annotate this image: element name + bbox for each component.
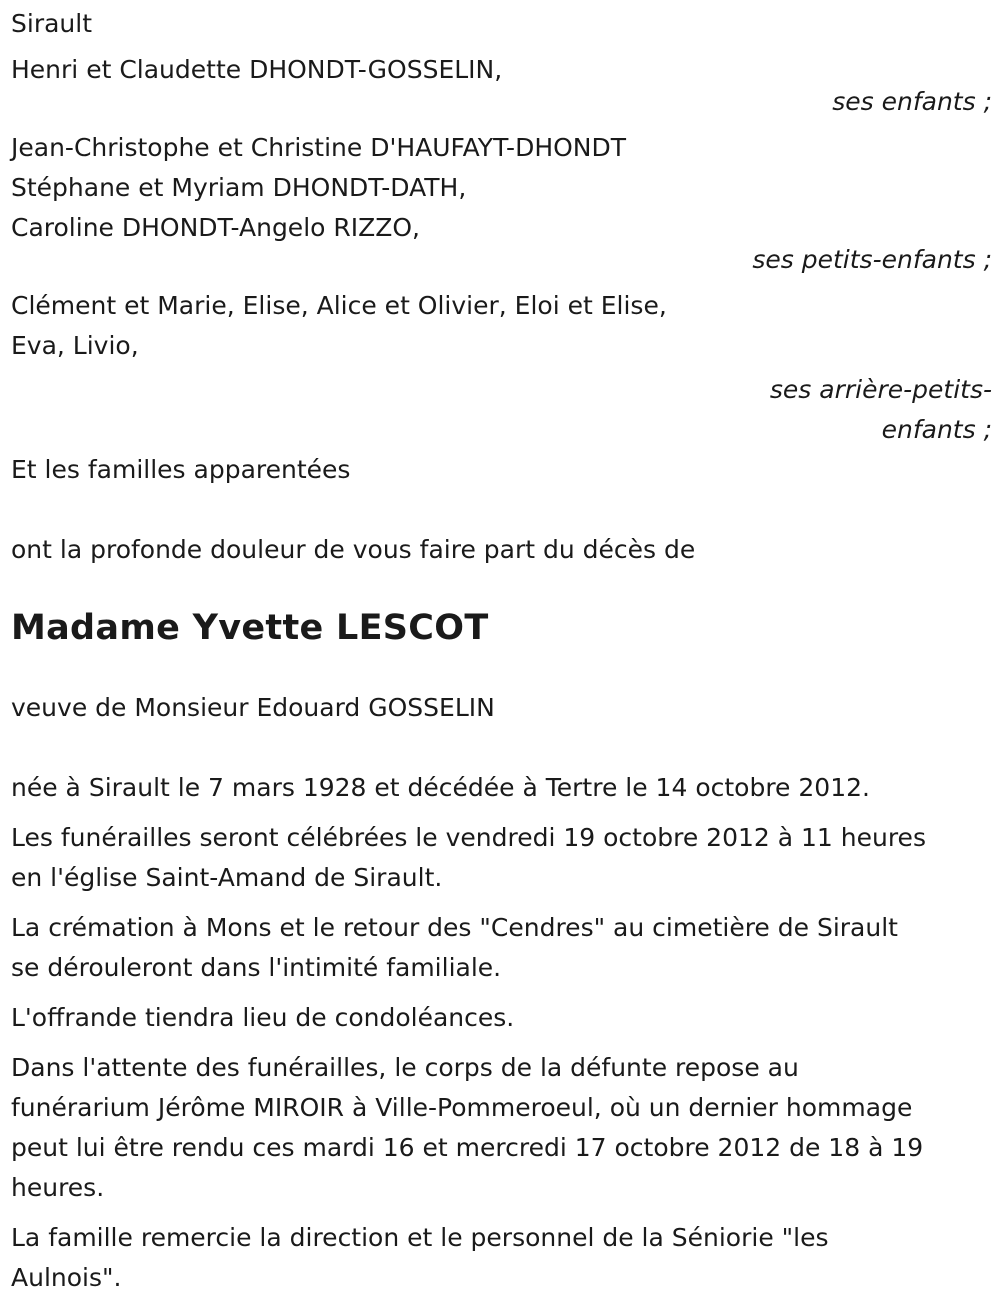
great-grandchildren-line: Clément et Marie, Elise, Alice et Olivier, Eloi et Elise, [11,291,667,320]
town-heading: Sirault [11,9,93,38]
cremation-line: La crémation à Mons et le retour des "Cendres" au cimetière de Sirault [11,913,898,942]
viewing-line: Dans l'attente des funérailles, le corps de la défunte repose au [11,1053,799,1082]
viewing-line: funérarium Jérôme MIROIR à Ville-Pommeroeul, où un dernier hommage [11,1093,913,1122]
cremation-line: se dérouleront dans l'intimité familiale. [11,953,502,982]
grandchildren-line: Jean-Christophe et Christine D'HAUFAYT-DHONDT [11,133,627,162]
offering-note: L'offrande tiendra lieu de condoléances. [11,1003,515,1032]
grandchildren-relation: ses petits-enfants ; [752,245,992,274]
cremation-paragraph [11,908,992,988]
viewing-line: heures. [11,1173,105,1202]
great-grandchildren-line: Eva, Livio, [11,331,139,360]
viewing-line: peut lui être rendu ces mardi 16 et mercredi 17 octobre 2012 de 18 à 19 [11,1133,924,1162]
children-line: Henri et Claudette DHONDT-GOSSELIN, [11,55,503,84]
announcement-intro: ont la profonde douleur de vous faire part du décès de [11,535,696,564]
thanks-line: Aulnois". [11,1263,122,1292]
grandchildren-line: Stéphane et Myriam DHONDT-DATH, [11,173,467,202]
deceased-name: Madame Yvette LESCOT [11,608,489,648]
great-grandchildren-relation [11,370,992,450]
related-families: Et les familles apparentées [11,455,351,484]
funeral-line: en l'église Saint-Amand de Sirault. [11,863,443,892]
birth-death: née à Sirault le 7 mars 1928 et décédée à Tertre le 14 octobre 2012. [11,773,870,802]
funeral-paragraph [11,818,992,898]
viewing-paragraph [11,1048,992,1208]
children-relation: ses enfants ; [832,87,992,116]
grandchildren-line: Caroline DHONDT-Angelo RIZZO, [11,213,420,242]
great-grandchildren-block [11,286,992,366]
thanks-line: La famille remercie la direction et le personnel de la Séniorie "les [11,1223,829,1252]
widow-of: veuve de Monsieur Edouard GOSSELIN [11,693,495,722]
great-grandchildren-relation-line: enfants ; [881,415,992,444]
great-grandchildren-relation-line: ses arrière-petits- [769,375,992,404]
funeral-line: Les funérailles seront célébrées le vendredi 19 octobre 2012 à 11 heures [11,823,926,852]
thanks-paragraph [11,1218,992,1298]
grandchildren-block [11,128,992,248]
